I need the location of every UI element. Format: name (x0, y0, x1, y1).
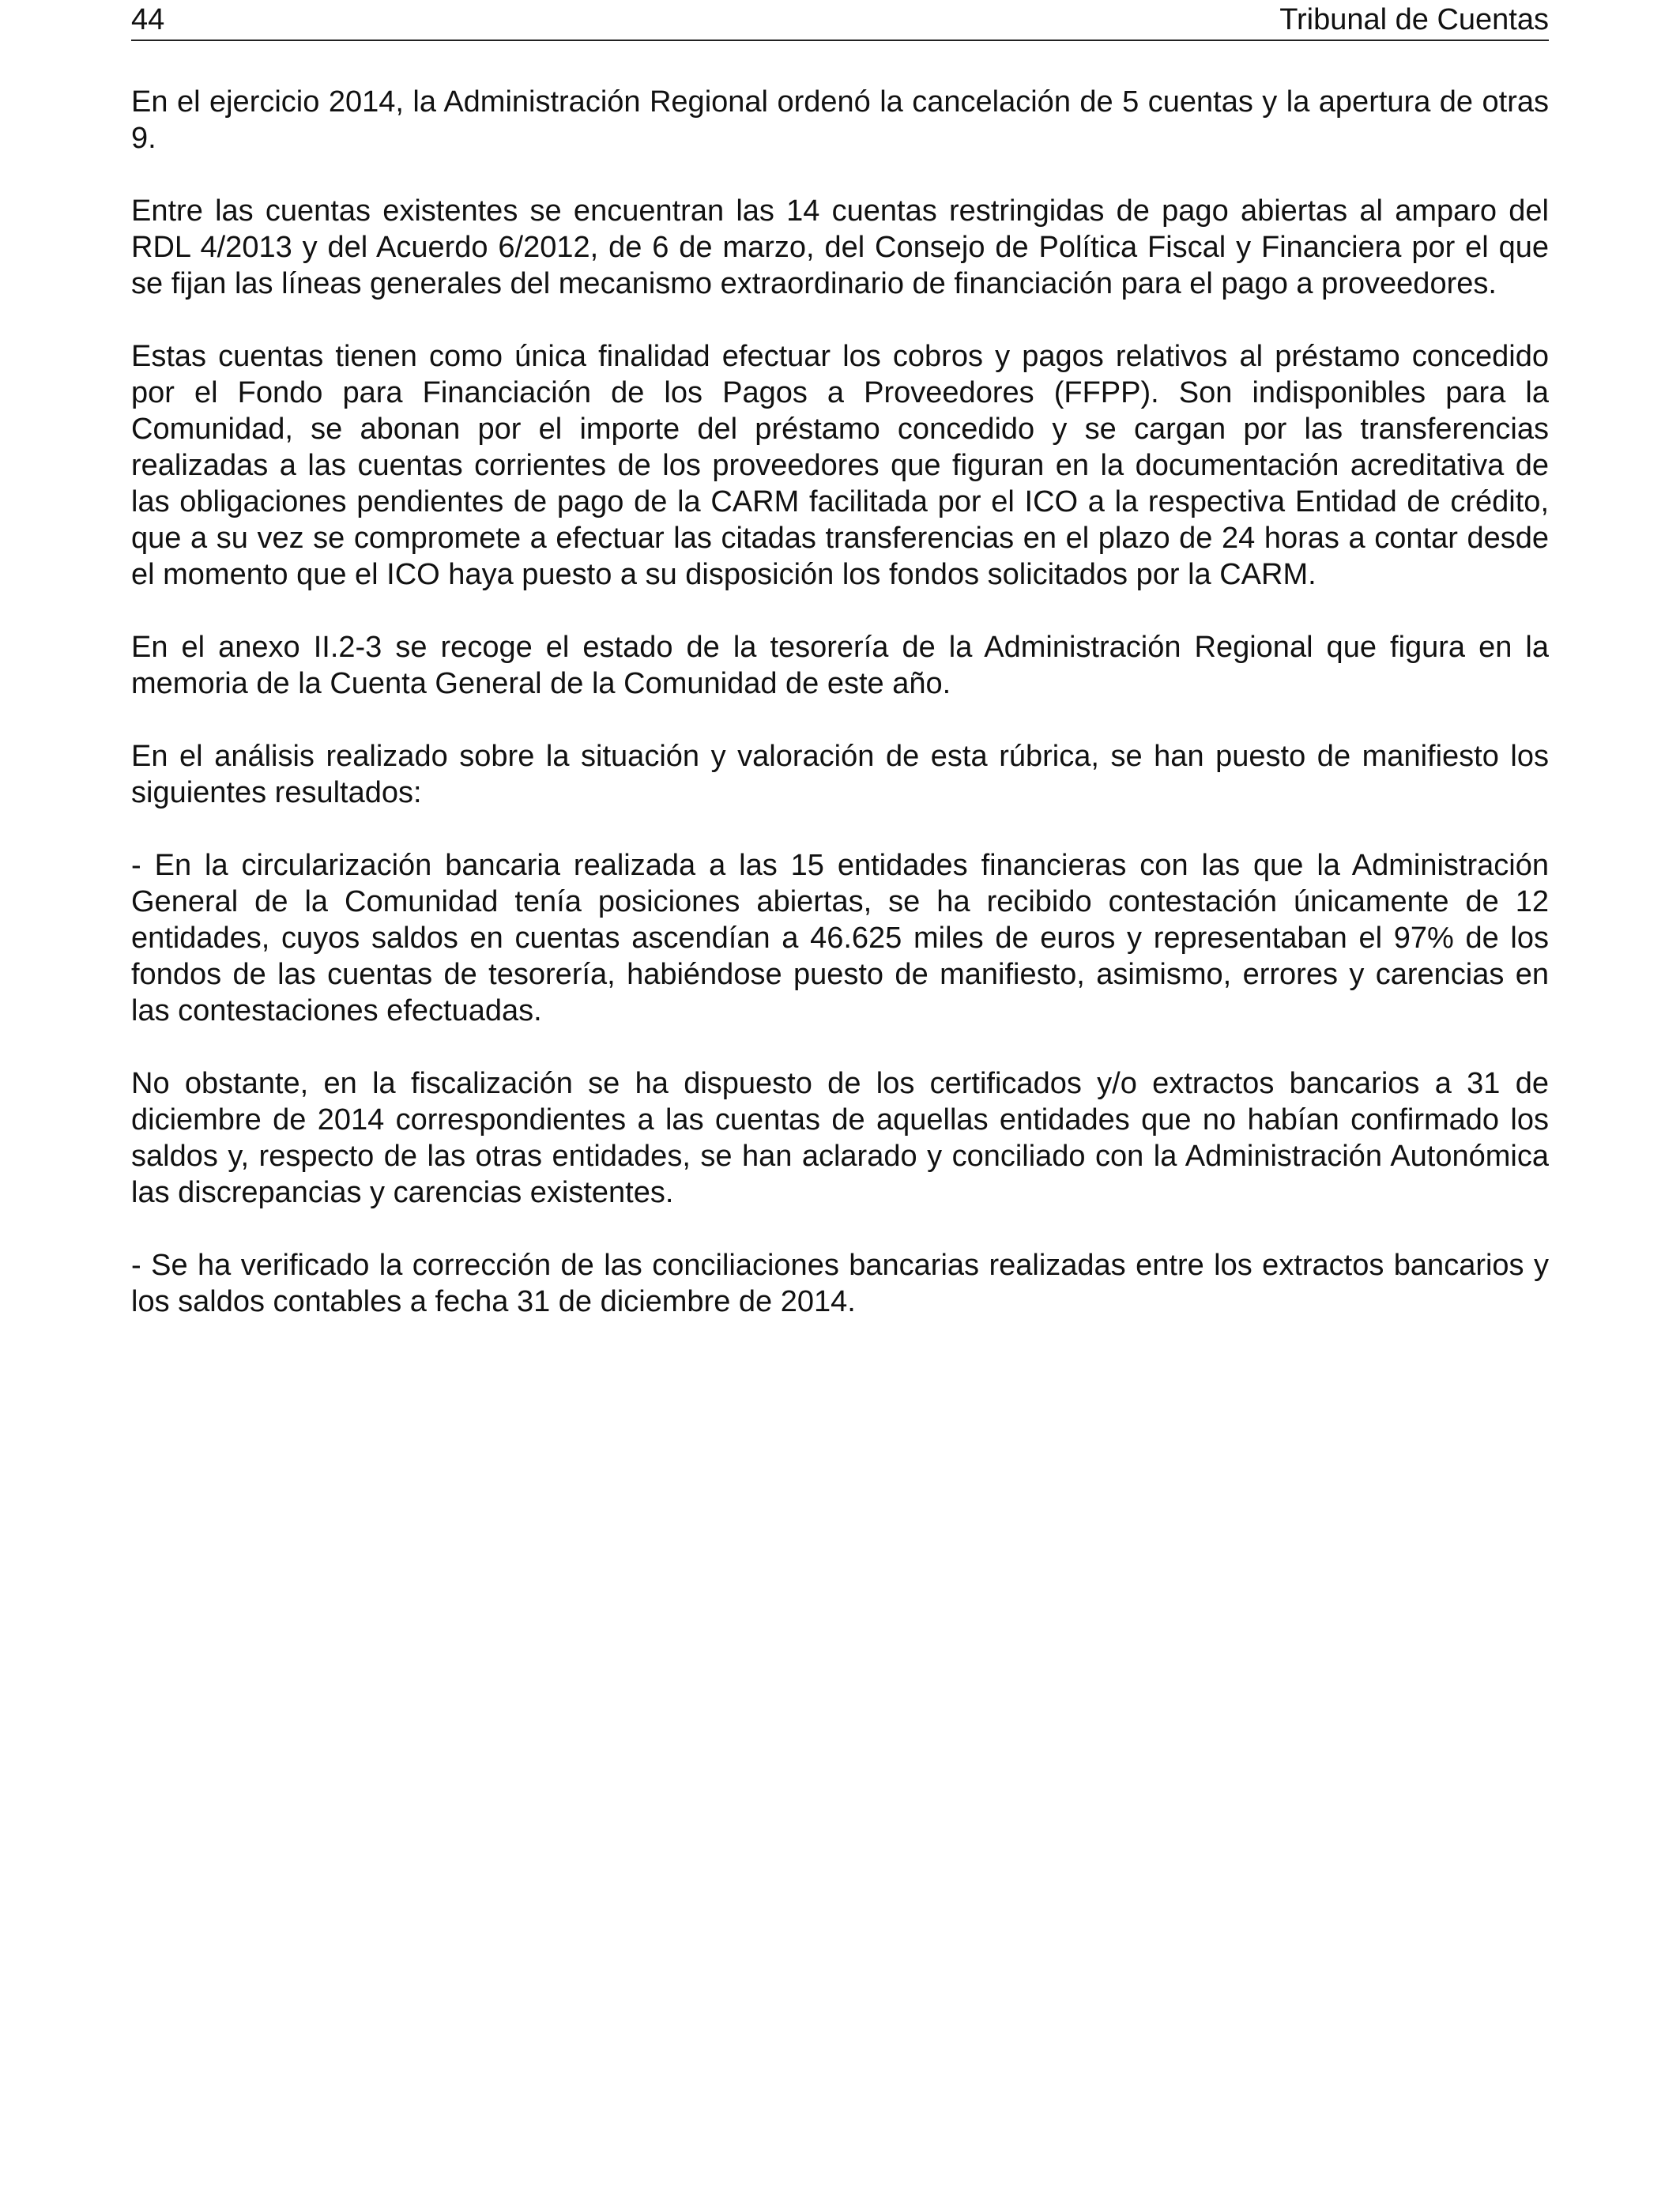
body-text (131, 84, 1549, 1356)
paragraph: En el anexo II.2-3 se recoge el estado de la tesorería de la Administración Regional que figura en la memoria de la Cuenta General de la Comunidad de este año. (131, 631, 1549, 700)
paragraph: - En la circularización bancaria realizada a las 15 entidades financieras con las que la Administración General de la Comunidad tenía posiciones abiertas, se ha recibido contestación únicamente de 12 entidades, cuyos saldos en cuentas ascendían a 46.625 miles de euros y representaban el 97% de los fondos de las cuentas de tesorería, habiéndose puesto de manifiesto, asimismo, errores y carencias en las contestaciones efectuadas. (131, 849, 1549, 1027)
paragraph: En el análisis realizado sobre la situación y valoración de esta rúbrica, se han puesto de manifiesto los siguientes resultados: (131, 740, 1549, 809)
page-header (131, 2, 1549, 41)
paragraph: En el ejercicio 2014, la Administración Regional ordenó la cancelación de 5 cuentas y la apertura de otras 9. (131, 85, 1549, 155)
paragraph: - Se ha verificado la corrección de las conciliaciones bancarias realizadas entre los extractos bancarios y los saldos contables a fecha 31 de diciembre de 2014. (131, 1249, 1549, 1318)
paragraph: Entre las cuentas existentes se encuentran las 14 cuentas restringidas de pago abiertas al amparo del RDL 4/2013 y del Acuerdo 6/2012, de 6 de marzo, del Consejo de Política Fiscal y Financiera por el que se fijan las líneas generales del mecanismo extraordinario de financiación para el pago a proveedores. (131, 194, 1549, 300)
paragraph: No obstante, en la fiscalización se ha dispuesto de los certificados y/o extractos bancarios a 31 de diciembre de 2014 correspondientes a las cuentas de aquellas entidades que no habían confirmado los saldos y, respecto de las otras entidades, se han aclarado y conciliado con la Administración Autonómica las discrepancias y carencias existentes. (131, 1067, 1549, 1209)
paragraph: Estas cuentas tienen como única finalidad efectuar los cobros y pagos relativos al préstamo concedido por el Fondo para Financiación de los Pagos a Proveedores (FFPP). Son indisponibles para la Comunidad, se abonan por el importe del préstamo concedido y se cargan por las transferencias realizadas a las cuentas corrientes de los proveedores que figuran en la documentación acreditativa de las obligaciones pendientes de pago de la CARM facilitada por el ICO a la respectiva Entidad de crédito, que a su vez se compromete a efectuar las citadas transferencias en el plazo de 24 horas a contar desde el momento que el ICO haya puesto a su disposición los fondos solicitados por la CARM. (131, 340, 1549, 591)
running-title: Tribunal de Cuentas (1279, 3, 1549, 36)
page-number: 44 (131, 3, 165, 36)
